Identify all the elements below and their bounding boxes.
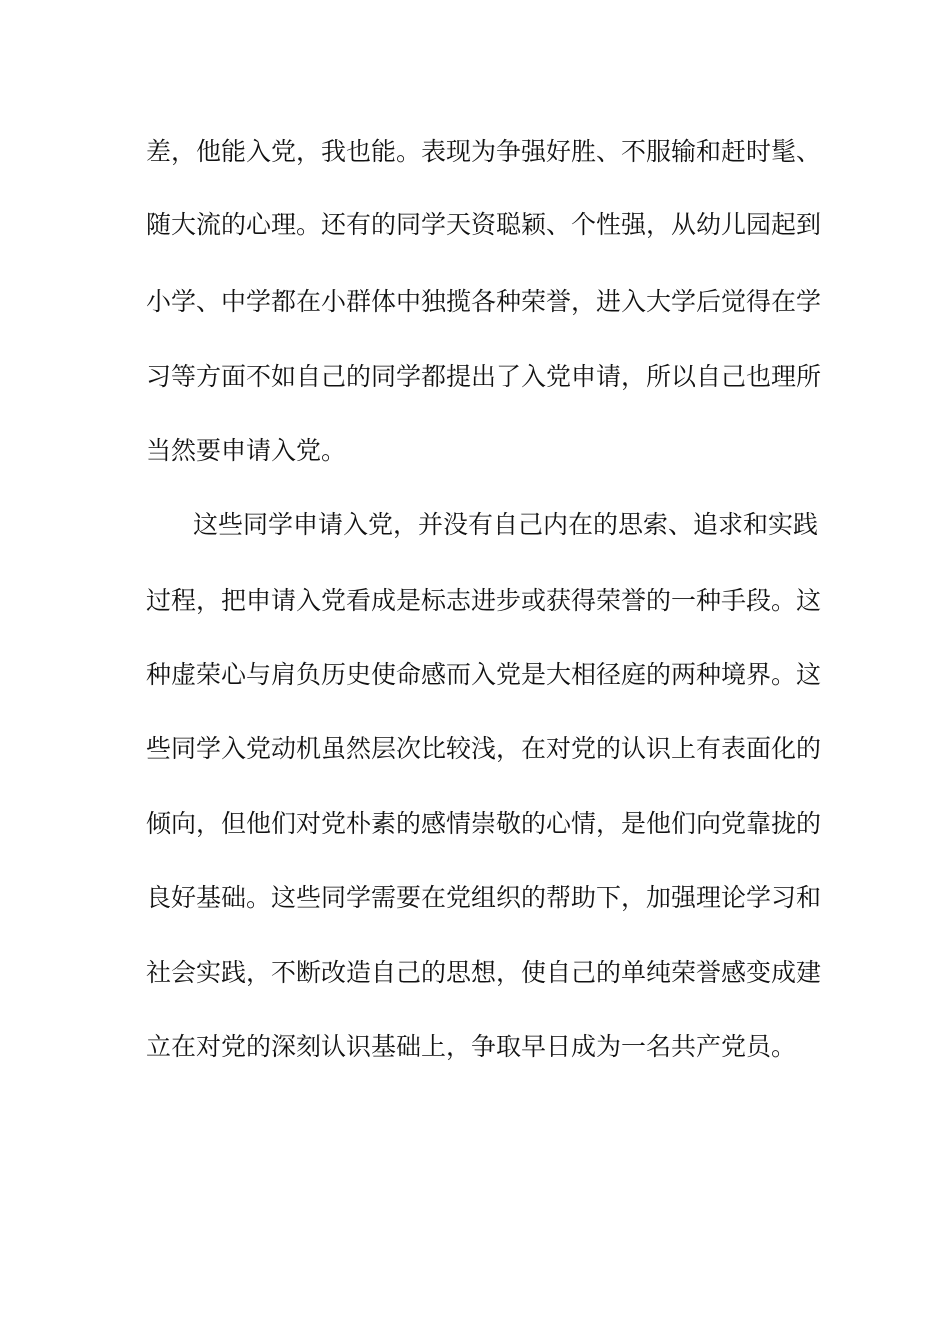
paragraph-1-line-1: 差，他能入党，我也能。表现为争强好胜、不服输和赶时髦、: [146, 137, 822, 166]
paragraph-2-line-1: 这些同学申请入党，并没有自己内在的思索、追求和实践: [193, 510, 819, 539]
paragraph-2-line-3: 种虚荣心与肩负历史使命感而入党是大相径庭的两种境界。这: [146, 660, 822, 689]
paragraph-1-line-3: 小学、中学都在小群体中独揽各种荣誉，进入大学后觉得在学: [146, 287, 822, 316]
paragraph-2-line-2: 过程，把申请入党看成是标志进步或获得荣誉的一种手段。这: [146, 586, 822, 615]
paragraph-2-line-6: 良好基础。这些同学需要在党组织的帮助下，加强理论学习和: [146, 883, 822, 912]
paragraph-2-line-8: 立在对党的深刻认识基础上，争取早日成为一名共产党员。: [146, 1032, 797, 1061]
paragraph-2-line-5: 倾向，但他们对党朴素的感情崇敬的心情，是他们向党靠拢的: [146, 809, 822, 838]
paragraph-1-line-4: 习等方面不如自己的同学都提出了入党申请，所以自己也理所: [146, 362, 822, 391]
paragraph-2-line-7: 社会实践，不断改造自己的思想，使自己的单纯荣誉感变成建: [146, 958, 822, 987]
paragraph-1-line-2: 随大流的心理。还有的同学天资聪颖、个性强，从幼儿园起到: [146, 210, 822, 239]
paragraph-1-line-5: 当然要申请入党。: [146, 436, 347, 465]
paragraph-2-line-4: 些同学入党动机虽然层次比较浅，在对党的认识上有表面化的: [146, 734, 822, 763]
